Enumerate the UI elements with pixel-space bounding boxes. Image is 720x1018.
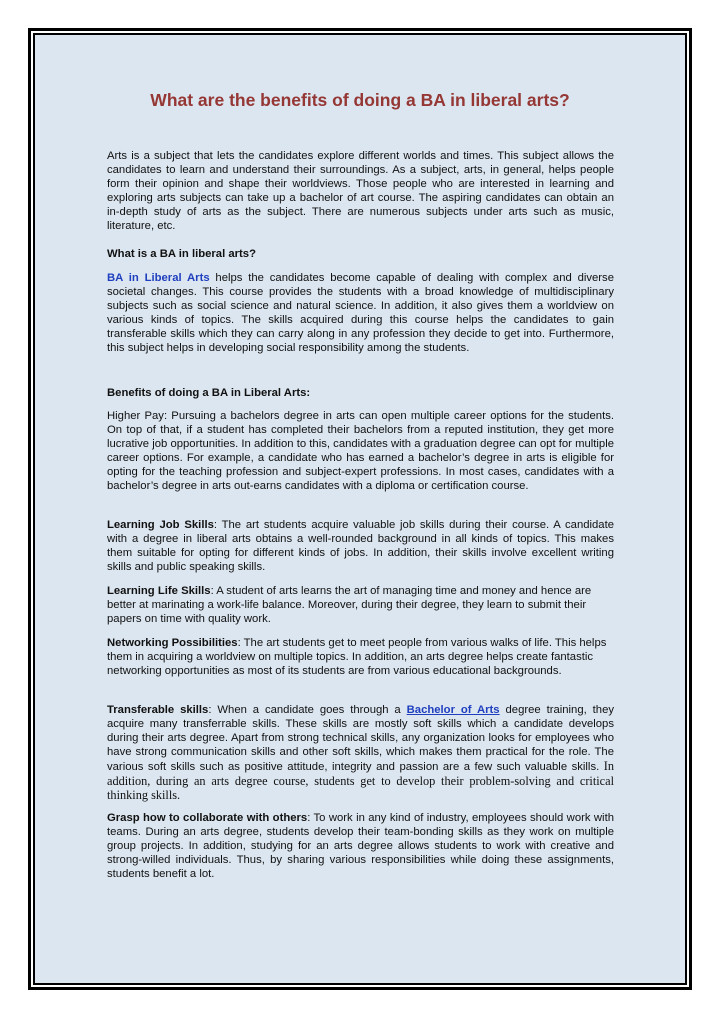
ba-paragraph-text: helps the candidates become capable of dealing with complex and diverse societal changes. This course provides the students with a broad knowledge of multidisciplinary subjects such as social science and natural science. In addition, it also gives them a worldview on various kinds of topics. The skills acquired during this course helps the candidates to gain transferable skills which they can carry along in any profession they decide to get into. Furthermore, this subject helps in developing social responsibility among the students. — [107, 272, 614, 354]
life-skills-text: : A student of arts learns the art of managing time and money and hence are better at marinating a work-life balance. Moreover, during their degree, they learn to submit their papers on time with quality work. — [107, 585, 592, 625]
job-skills-label: Learning Job Skills — [107, 519, 214, 531]
higher-pay-paragraph: Higher Pay: Pursuing a bachelors degree in arts can open multiple career options for the students. On top of that, if a student has completed their bachelors from a reputed institution, they get more lucrative job opportunities. In addition to this, candidates with a graduation degree can opt for multiple career options. For example, a candidate who has earned a bachelor’s degree in arts is eligible for opting for the teaching profession and subject-expert professions. In most cases, candidates with a bachelor’s degree in arts out-earns candidates with a diploma or certification course. — [107, 410, 614, 492]
networking-label: Networking Possibilities — [107, 637, 238, 649]
transferable-label: Transferable skills — [107, 704, 209, 716]
intro-paragraph: Arts is a subject that lets the candidates explore different worlds and times. This subject allows the candidates to learn and understand their surroundings. As a subject, arts, in general, helps people form their opinion and shape their worldviews. Those people who are interested in learning and exploring arts subjects can take up a bachelor of art course. The aspiring candidates can obtain an in-depth study of arts as the subject. There are numerous subjects under arts such as music, literature, etc. — [107, 150, 614, 232]
heading-benefits: Benefits of doing a BA in Liberal Arts: — [107, 387, 311, 399]
job-skills-paragraph — [107, 519, 614, 575]
collaborate-text: : To work in any kind of industry, employees should work with teams. During an arts degree, students develop their team-bonding skills as they work on multiple group projects. In addition, studying for an arts degree allows students to work with creative and strong-willed individuals. Thus, by sharing various responsibilities while doing these assignments, students benefit a lot. — [107, 812, 614, 880]
page-title: What are the benefits of doing a BA in liberal arts? — [150, 90, 570, 110]
networking-paragraph — [107, 637, 614, 679]
collaborate-paragraph — [107, 812, 614, 882]
life-skills-label: Learning Life Skills — [107, 585, 211, 597]
transferable-paragraph — [107, 704, 614, 804]
transferable-text-a: : When a candidate goes through a — [208, 704, 407, 716]
ba-liberal-arts-link[interactable]: BA in Liberal Arts — [107, 272, 210, 284]
networking-text: : The art students get to meet people from various walks of life. This helps them in acquiring a worldview on multiple topics. In addition, an arts degree helps create fantastic networking opportunities as most of its students are from various educational backgrounds. — [107, 637, 607, 677]
heading-what-is: What is a BA in liberal arts? — [107, 248, 256, 260]
collaborate-label: Grasp how to collaborate with others — [107, 812, 308, 824]
life-skills-paragraph — [107, 585, 614, 627]
ba-paragraph — [107, 272, 614, 355]
bachelor-of-arts-link[interactable]: Bachelor of Arts — [406, 704, 500, 716]
job-skills-text: : The art students acquire valuable job skills during their course. A candidate with a degree in liberal arts obtains a well-rounded background in all kinds of topics. This makes them suitable for opting for different kinds of jobs. In addition, their skills involve excellent writing skills and public speaking skills. — [107, 519, 615, 573]
transferable-text-serif: In addition, during an arts degree course, students get to develop their problem-solving and critical thinking skills. — [107, 758, 614, 803]
transferable-text-b: degree training, they acquire many transferrable skills. These skills are mostly soft skills which a candidate develops during their arts degree. Apart from strong technical skills, any organization looks for employees who have strong communication skills and other soft skills, which makes them practical for the role. The various soft skills such as positive attitude, integrity and passion are a few such valuable skills. — [107, 704, 615, 773]
